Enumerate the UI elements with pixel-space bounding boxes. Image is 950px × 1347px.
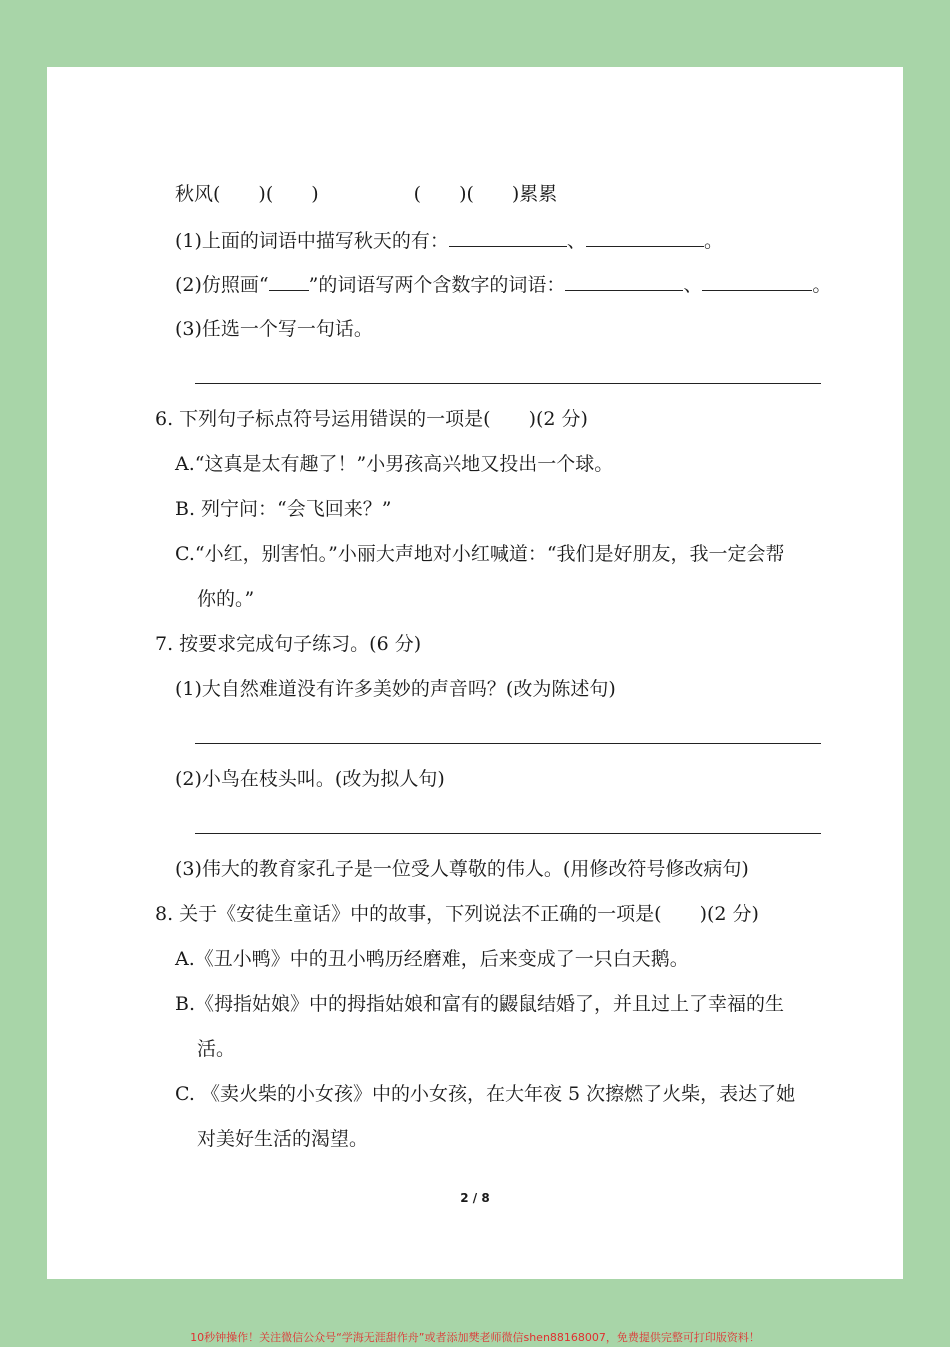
sentence-end: 。 <box>703 230 723 252</box>
q6-option-c: C.“小红，别害怕。”小丽大声地对小红喊道：“我们是好朋友，我一定会帮 <box>175 543 785 565</box>
q5-sub2-text: ”的词语写两个含数字的词语： <box>308 274 566 296</box>
q8-option-b-continued: 活。 <box>197 1038 236 1060</box>
q6-option-c-continued: 你的。” <box>197 588 255 610</box>
q8-option-c: C. 《卖火柴的小女孩》中的小女孩，在大年夜 5 次擦燃了火柴，表达了她 <box>175 1083 796 1105</box>
page-number: 2 / 8 <box>460 1191 490 1205</box>
q8-option-b: B.《拇指姑娘》中的拇指姑娘和富有的鼹鼠结婚了，并且过上了幸福的生 <box>175 993 785 1015</box>
q7-sub3: (3)伟大的教育家孔子是一位受人尊敬的伟人。(用修改符号修改病句) <box>175 858 749 880</box>
q5-sub2 <box>175 272 831 297</box>
q7-sub2: (2)小鸟在枝头叫。(改为拟人句) <box>175 768 445 790</box>
q6-question: 6. 下列句子标点符号运用错误的一项是( )(2 分) <box>155 408 588 430</box>
q6-option-b: B. 列宁问：“会飞回来？” <box>175 498 392 520</box>
answer-blank[interactable] <box>565 272 683 291</box>
underline-mark <box>269 272 309 291</box>
q7-sub1: (1)大自然难道没有许多美妙的声音吗？(改为陈述句) <box>175 678 616 700</box>
answer-blank[interactable] <box>586 228 704 247</box>
separator: 、 <box>566 230 586 252</box>
q5-words-line: 秋风( )( ) ( )( )累累 <box>175 183 558 205</box>
footer-notice: 10秒钟操作！关注微信公众号“学海无涯甜作舟”或者添加樊老师微信shen88168007，免费提供完整可打印版资料！ <box>190 1331 760 1344</box>
answer-blank[interactable] <box>702 272 812 291</box>
answer-line[interactable] <box>195 383 821 384</box>
q8-option-a: A.《丑小鸭》中的丑小鸭历经磨难，后来变成了一只白天鹅。 <box>175 948 689 970</box>
separator: 、 <box>683 274 703 296</box>
q7-question: 7. 按要求完成句子练习。(6 分) <box>155 633 422 655</box>
q8-option-c-continued: 对美好生活的渴望。 <box>197 1128 369 1150</box>
q8-question: 8. 关于《安徒生童话》中的故事，下列说法不正确的一项是( )(2 分) <box>155 903 759 925</box>
answer-line[interactable] <box>195 833 821 834</box>
sentence-end: 。 <box>812 274 832 296</box>
answer-blank[interactable] <box>449 228 567 247</box>
q5-sub1 <box>175 228 723 253</box>
worksheet-page <box>47 67 903 1279</box>
q5-sub1-text: (1)上面的词语中描写秋天的有： <box>175 230 449 252</box>
q5-sub2-prefix: (2)仿照画“ <box>175 274 269 296</box>
q5-sub3: (3)任选一个写一句话。 <box>175 318 373 340</box>
answer-line[interactable] <box>195 743 821 744</box>
q6-option-a: A.“这真是太有趣了！”小男孩高兴地又投出一个球。 <box>175 453 614 475</box>
